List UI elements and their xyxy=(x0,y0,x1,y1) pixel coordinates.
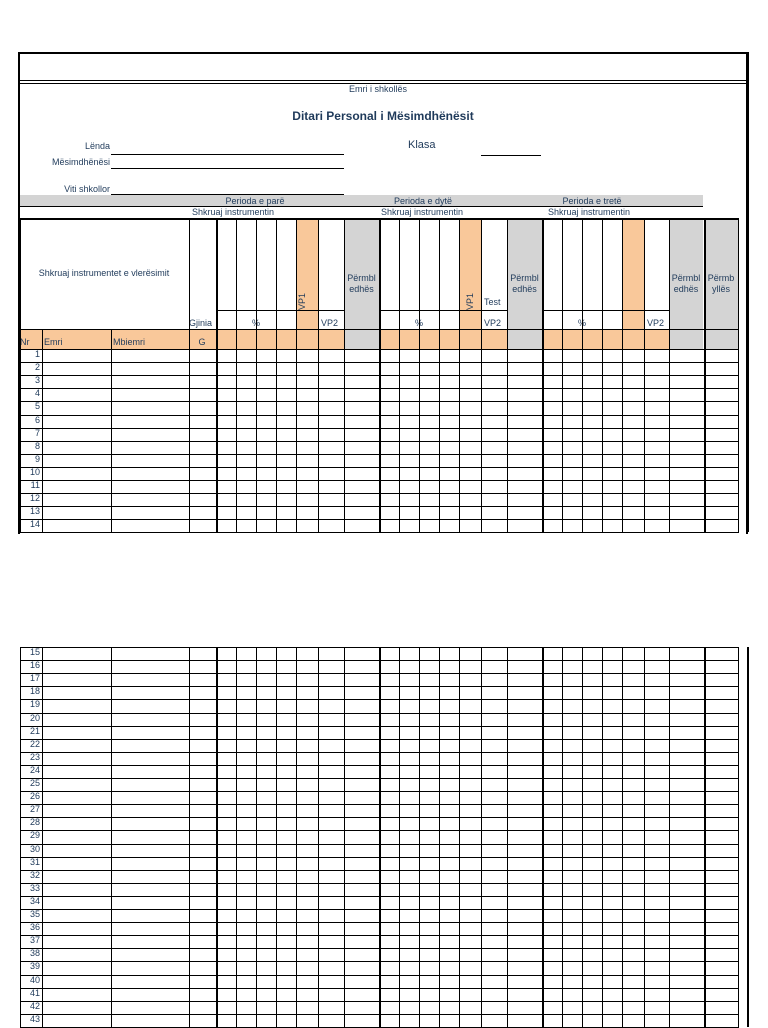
subject-field[interactable] xyxy=(111,154,344,155)
row-number: 18 xyxy=(29,686,40,697)
row-number: 27 xyxy=(29,804,40,815)
row-number: 3 xyxy=(34,375,40,386)
class-label: Klasa xyxy=(408,139,436,151)
row-number: 42 xyxy=(29,1000,40,1011)
summary-1-l1: Përmbl xyxy=(347,273,376,283)
row-number: 10 xyxy=(29,466,40,477)
row-number: 26 xyxy=(29,791,40,802)
row-number: 36 xyxy=(29,922,40,933)
row-number: 38 xyxy=(29,948,40,959)
row-number: 20 xyxy=(29,712,40,723)
row-number: 28 xyxy=(29,817,40,828)
instruments-prompt: Shkruaj instrumentet e vlerësimit xyxy=(38,268,170,278)
row-number: 22 xyxy=(29,738,40,749)
period-2-name: Perioda e dytë xyxy=(393,196,453,206)
row-number: 11 xyxy=(30,480,40,490)
row-number: 23 xyxy=(29,751,40,762)
summary-1-l2: edhës xyxy=(349,284,374,294)
vp2-label-2: VP2 xyxy=(484,318,502,328)
school-year-label: Viti shkollor xyxy=(64,184,110,194)
row-number: 31 xyxy=(29,856,40,867)
row-number: 19 xyxy=(29,699,40,710)
row-number: 13 xyxy=(29,506,40,517)
row-number: 9 xyxy=(34,453,40,464)
row-number: 24 xyxy=(29,764,40,775)
row-number: 41 xyxy=(29,987,40,998)
summary-2-l2: edhës xyxy=(512,284,537,294)
row-number: 29 xyxy=(29,830,40,841)
percent-label-1: % xyxy=(251,318,260,328)
row-number: 34 xyxy=(29,895,40,906)
subject-label: Lënda xyxy=(84,141,110,151)
row-number: 1 xyxy=(34,349,40,359)
teacher-label: Mësimdhënësi xyxy=(51,157,110,167)
row-number: 14 xyxy=(29,519,40,530)
row-number: 6 xyxy=(34,414,40,425)
summary-3-l2: edhës xyxy=(673,284,699,294)
row-number: 43 xyxy=(29,1013,40,1024)
period-3-name: Perioda e tretë xyxy=(562,196,622,206)
class-field[interactable] xyxy=(481,155,541,156)
row-number: 32 xyxy=(29,869,40,880)
test-label: Test xyxy=(484,297,501,307)
col-gender: G xyxy=(198,337,206,347)
row-number: 35 xyxy=(29,909,40,919)
teacher-field[interactable] xyxy=(111,168,344,169)
period-3-instrument: Shkruaj instrumentin xyxy=(547,207,631,217)
final-l1: Përmb xyxy=(707,273,735,283)
vp1-label-2: VP1 xyxy=(465,292,475,310)
vp2-label-1: VP2 xyxy=(321,318,339,328)
row-number: 4 xyxy=(34,388,40,399)
row-number: 30 xyxy=(29,843,40,854)
gender-label: Gjinia xyxy=(189,318,213,328)
summary-2-l1: Përmbl xyxy=(510,273,539,283)
vp2-label-3: VP2 xyxy=(647,318,665,328)
final-l2: yllës xyxy=(711,284,730,294)
page-title: Ditari Personal i Mësimdhënësit xyxy=(292,109,474,123)
row-number: 8 xyxy=(34,440,40,451)
col-nr: Nr xyxy=(20,337,30,347)
row-number: 15 xyxy=(29,647,40,657)
row-number: 25 xyxy=(29,778,40,788)
row-number: 7 xyxy=(34,427,40,438)
row-number: 2 xyxy=(34,362,40,373)
row-number: 40 xyxy=(29,974,40,985)
summary-3-l1: Përmbl xyxy=(671,273,701,283)
row-number: 21 xyxy=(29,725,40,736)
row-number: 5 xyxy=(34,401,40,412)
school-name-label: Emri i shkollës xyxy=(348,84,407,94)
row-number: 17 xyxy=(29,673,40,684)
row-number: 37 xyxy=(29,935,40,946)
vp1-label-1: VP1 xyxy=(297,292,307,310)
period-2-instrument: Shkruaj instrumentin xyxy=(380,207,464,217)
period-1-instrument: Shkruaj instrumentin xyxy=(191,207,275,217)
percent-label-2: % xyxy=(414,318,423,328)
row-number: 16 xyxy=(29,660,40,671)
period-1-name: Perioda e parë xyxy=(225,196,285,206)
col-last-name: Mbiemri xyxy=(113,337,146,347)
percent-label-3: % xyxy=(577,318,586,328)
row-number: 12 xyxy=(29,493,40,504)
row-number: 33 xyxy=(29,882,40,893)
col-first-name: Emri xyxy=(44,337,63,347)
row-number: 39 xyxy=(29,961,40,972)
